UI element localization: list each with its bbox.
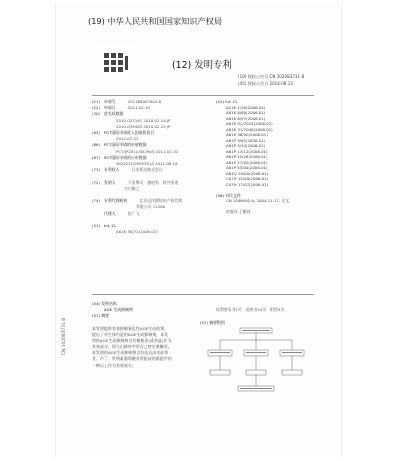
ipc-code: C07H 15/00(2006.01): [226, 176, 269, 181]
ipc-code: A61K 31/7024(2006.01): [226, 121, 273, 126]
bib-row: 代理人 张广飞: [104, 210, 140, 216]
office-title: (19) 中华人民共和国国家知识产权局: [88, 16, 223, 26]
bib-row: (22) 申请日 2011.02.10: [92, 105, 150, 111]
ipc-code: A61Q 19/00(2006.01): [226, 170, 269, 176]
bib-row: (21) 申请号 201180007602.6: [92, 99, 162, 104]
publication-meta: [238, 74, 304, 87]
pub-date: (45) 授权公告日 2014.08.13: [238, 80, 293, 86]
page-count-line: 权利要求书1页 说明书10页 附图3页: [216, 307, 285, 312]
bib-row: (86) PCT国际申请的申请数据: [92, 142, 147, 148]
divider-top: [92, 95, 314, 96]
ipc-code: A21K 1/30(2006.01): [226, 104, 266, 110]
ipc-code: A61P 3/10(2006.01): [226, 143, 266, 148]
abstract-text: 本发明提供有效抑制氧化性AGE生成的剂，提出了对生体内是的AGE生成抑制剂，本发明的AGE生成抑制剂含有楷梳苷(或其盐)作为有效成分，即大山楂叶中所含之特定黄酮苷。本发明的AGE生成抑制剂含有选自由木犀草苷、芦丁、牡荆素葡萄糖苷所组成的群组中的一种以上作为有效成分。: [92, 326, 172, 368]
ipc-code: A61K 8/60(2006.01): [226, 110, 266, 115]
ipc-code: A61K 36/00(2006.01): [226, 132, 268, 137]
bib-row: 2012.07.31: [116, 136, 139, 142]
abstract-figure: [200, 326, 312, 418]
examiner: 审查员 王顺良: [226, 209, 251, 214]
abstract-figure-label: (57) 摘要附图: [200, 320, 225, 325]
bib-row: WO2011/099539 JA 2011.08.18: [116, 161, 178, 167]
invention-title: AGE 生成抑制剂: [104, 307, 133, 313]
bib-row: 2010-039483 2010.02.25 JP: [116, 123, 171, 129]
ipc-code: A61P 25/28(2006.01): [226, 154, 268, 159]
bib-row: 吉川雅之: [124, 185, 140, 191]
bibliography-left: [92, 99, 202, 235]
divider-middle: [92, 294, 314, 295]
bib-row: PCT/JP2011/052905 2011.02.10: [116, 148, 178, 154]
bib-row: A61K 36/72(2006.01): [116, 229, 158, 235]
cited-doc: CN 1546492 A, 2004.11.17, 全文.: [226, 198, 291, 203]
ipc-code: A61K 8/97(2006.01): [226, 115, 266, 121]
abstract-heading: (57) 摘要: [92, 313, 110, 319]
bib-row: 2010-027161 2010.02.10 JP: [116, 117, 171, 123]
bib-row: (72) 发明人 下田博司 越道秀 柯井豪道: [92, 179, 179, 185]
title-heading: (54) 发明名称: [92, 301, 117, 306]
ipc-code: A61P 3/02(2006.01): [226, 137, 266, 143]
bib-row: (51) Int. Cl.: [92, 223, 117, 229]
publication-type: (12) 发明专利: [172, 60, 232, 71]
cited-docs-heading: (56) 对比文件: [216, 192, 241, 198]
ipc-code: A61P 27/02(2006.01): [226, 159, 268, 165]
ipc-code: A61K 31/7048(2006.01): [226, 126, 273, 132]
bib-row: 有限公司 11280: [136, 204, 166, 210]
bib-row: (73) 专利权人 日本曹达株式会社: [92, 167, 163, 173]
side-publication-number: CN 102083731 B: [62, 317, 67, 355]
ipc-code: A61P 43/00(2006.01): [226, 165, 268, 170]
bib-row: (85) PCT国际申请进入国家阶段日: [92, 130, 155, 136]
pub-number: (10) 授权公告号 CN 102083731 B: [238, 74, 305, 79]
bibliography-right: [216, 99, 316, 215]
ipc-code: C07H 17/07(2006.01): [226, 181, 269, 187]
office-logo: [96, 43, 136, 83]
bib-row: (87) PCT国际申请的公布数据: [92, 154, 147, 160]
title-section: [92, 301, 133, 320]
bib-row: (30) 优先权数据: [92, 111, 124, 117]
ipc-code: A61P 13/12(2006.01): [226, 148, 268, 154]
bib-row: (74) 专利代理机构 北京迈洋德知识产权代理: [92, 198, 183, 204]
ipc-heading: (51) Int. Cl.: [216, 99, 238, 104]
